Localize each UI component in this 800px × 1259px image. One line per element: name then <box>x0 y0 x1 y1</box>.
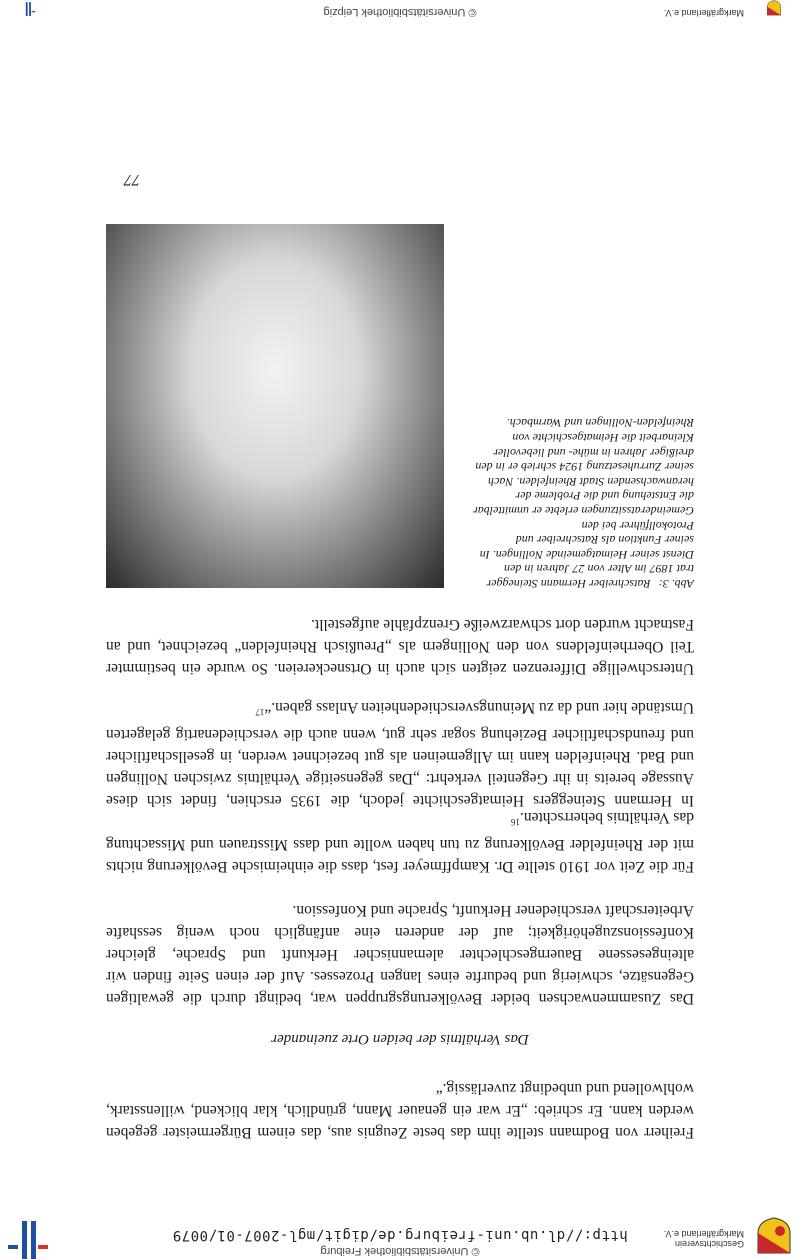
footnote-marker[interactable]: 16 <box>510 817 520 827</box>
footer-copyright-text: © Universitätsbibliothek Leipzig <box>323 6 477 18</box>
footnote-marker[interactable]: 17 <box>255 707 265 717</box>
paragraph-text: Für die Zeit vor 1910 stellte Dr. Kampffmeyer fest, dass die einheimische Bevölkerung nichts mit der Rheinfelder Bevölkerung zu tun haben wollte und dass Misstrauen und Missachtung das Verhältnis beherrschten. <box>106 808 694 875</box>
paragraph-text: In Hermann Steineggers Heimatgeschichte jedoch, die 1935 erschien, findet sich diese Aussage bereits in ihr Gegenteil verkehrt: „Das gegenseitige Verhältnis zwischen Nollingen und Bad. Rheinfelden kann im Allgemeinen als gut bezeichnet werden, in gesellschaftlicher und freundschaftlicher Beziehung sogar sehr gut, wenn auch die verschiedenartig gelagerten Umstände hier und da zu Meinungsverschiedenheiten Anlass gaben.“ <box>106 698 694 809</box>
document-url[interactable]: http://dl.ub.uni-freiburg.de/digit/mgl-2007-01/0079 <box>172 1227 628 1243</box>
page-number: 77 <box>124 171 140 188</box>
footer-bar <box>0 0 800 46</box>
body-paragraph-3 <box>106 696 694 811</box>
footer-society-crest-icon <box>756 0 792 16</box>
section-heading: Das Verhältnis der beiden Orte zueinander <box>271 1031 529 1047</box>
figure-caption <box>472 416 694 591</box>
library-logo-icon <box>8 1215 48 1259</box>
figure-caption-text: Ratschreiber Hermann Steinegger trat 1897 im Alter von 27 Jahren in den Dienst seiner Heimatgemeinde Nollingen. In seiner Funktion als Ratschreiber und Protokollführer bei den Gemeinderatssitzungen erlebte er unmittelbar die Entstehung und die Probleme der heranwachsenden Stadt Rheinfelden. Nach seiner Zurruhesetzung 1924 schrieb er in den dreißiger Jahren in mühe- und liebevoller Kleinarbeit die Heimatgeschichte von Rheinfelden-Nollingen und Warmbach. <box>473 416 694 591</box>
portrait-photo <box>106 224 444 588</box>
body-paragraph-4: Unterschwellige Differenzen zeigten sich auch in Ortsneckereien. So wurde ein bestimmter Teil Oberrheinfeldens von den Nollingern als „Preußisch Rheinfelden“ bezeichnet, und an Fastnacht wurden dort schwarzweiße Grenzpfähle aufgestellt. <box>106 616 694 677</box>
society-crest-icon <box>756 1217 792 1255</box>
header-bar <box>0 1213 800 1259</box>
body-paragraph-2 <box>106 806 694 877</box>
society-name <box>664 1229 744 1249</box>
society-line-1: Geschichtsverein <box>674 1239 744 1249</box>
figure-label: Abb. 3: <box>658 577 694 591</box>
society-line-2: Markgräflerland e.V. <box>663 1229 744 1239</box>
copyright-text: © Universitätsbibliothek Freiburg <box>320 1245 480 1257</box>
footer-society-name: Markgräflerland e.V. <box>663 8 744 18</box>
footer-library-logo-icon <box>8 0 48 16</box>
body-paragraph-intro: Freiherr von Bodmann stellte ihm das beste Zeugnis aus, das einem Bürgermeister gegeben werden kann. Er schrieb: „Er war ein genauer Mann, gründlich, klar blickend, willensstark, wohlwollend und unbedingt zuverlässig.“ <box>106 1080 694 1141</box>
body-paragraph-1: Das Zusammenwachsen beider Bevölkerungsgruppen war, bedingt durch die gewaltigen Gegensätze, schwierig und bedurfte eines langen Prozesses. Auf der einen Seite finden wir alteingesessene Bauerngeschlechter alemannischer Herkunft und Sprache, gleicher Konfessionszugehörigkeit; auf der anderen eine anfänglich noch wenig sesshafte Arbeiterschaft verschiedener Herkunft, Sprache und Konfession. <box>106 902 694 1007</box>
